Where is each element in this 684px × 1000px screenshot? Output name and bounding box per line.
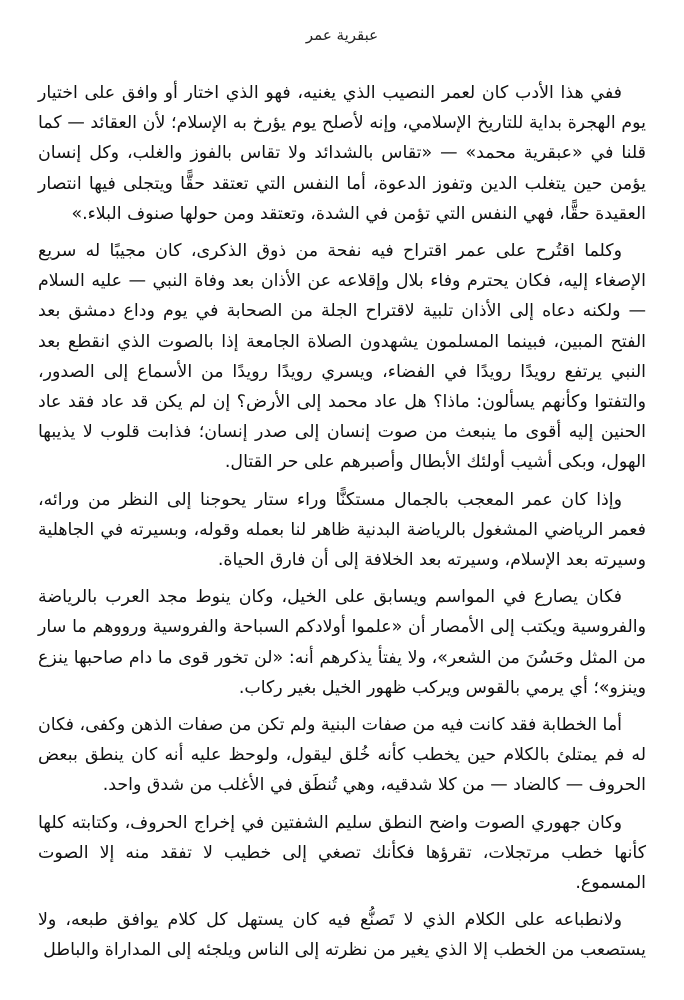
running-header-title: عبقرية عمر: [305, 26, 379, 44]
paragraph: وكلما اقتُرح على عمر اقتراح فيه نفحة من ذوق الذكرى، كان مجيبًا له سريع الإصغاء إليه، فكان يحترم وفاء بلال وإقلاعه عن الأذان بعد وفاة النبي — عليه السلام — ولكنه دعاه إلى الأذان تلبية لاقتراح الجلة من الصحابة في يوم وداع دمشق بعد الفتح المبين، فبينما المسلمون يشهدون الصلاة الجامعة إذا بالصوت الذي انقطع بعد النبي يرتفع رويدًا رويدًا في الفضاء، ويسري رويدًا رويدًا من الأسماع إلى الصدور، والتفتوا وكأنهم يسألون: ماذا؟ هل عاد محمد إلى الأرض؟ إن لم يكن قد عاد فقد عاد الحنين إليه أقوى ما ينبعث من صوت إنسان إلى صدر إنسان؛ فذابت قلوب لا يذيبها الهول، وبكى أشيب أولئك الأبطال وأصبرهم على حر القتال.: [38, 241, 646, 473]
paragraph: وإذا كان عمر المعجب بالجمال مستكنًّا وراء ستار يحوجنا إلى النظر من ورائه، فعمر الرياضي المشغول بالرياضة البدنية ظاهر لنا بعمله وقوله، وبسيرته في الجاهلية وسيرته بعد الإسلام، وسيرته بعد الخلافة إلى أن فارق الحياة.: [38, 489, 646, 571]
paragraph: ولانطباعه على الكلام الذي لا تَصنُّع فيه كان يستهل كل كلام يوافق طبعه، ولا يستصعب من الخطب إلا الذي يغير من نظرته إلى الناس ويلجئه إلى المداراة والباطل: [38, 910, 646, 961]
paragraph: فكان يصارع في المواسم ويسابق على الخيل، وكان ينوط مجد العرب بالرياضة والفروسية ويكتب إلى الأمصار أن «علموا أولادكم السباحة والفروسية ورووهم ما سار من المثل وحَسُنَ من الشعر»، ولا يفتأ يذكرهم أنه: «لن تخور قوى ما دام صاحبها ينزع وينزو»؛ أي يرمي بالقوس ويركب ظهور الخيل بغير ركاب.: [38, 587, 646, 698]
paragraph: وكان جهوري الصوت واضح النطق سليم الشفتين في إخراج الحروف، وكتابته كلها كأنها خطب مرتجلات، تقرؤها فكأنك تصغي إلى خطيب لا تفقد منه إلا الصوت المسموع.: [38, 812, 646, 894]
page-body: [38, 78, 646, 966]
paragraph: ففي هذا الأدب كان لعمر النصيب الذي يغنيه، فهو الذي اختار أو وافق على اختيار يوم الهجرة بداية للتاريخ الإسلامي، وإنه لأصلح يوم يؤرخ به الإسلام؛ لأن العقائد — كما قلنا في «عبقرية محمد» — «تقاس بالشدائد ولا تقاس بالفوز والغلب، وكل إنسان يؤمن حين يتغلب الدين وتفوز الدعوة، أما النفس التي تعتقد حقًّا ويتجلى فيها انتصار العقيدة حقًّا، فهي النفس التي تؤمن في الشدة، وتعتقد ومن حولها صنوف البلاء.»: [38, 83, 646, 224]
paragraph: أما الخطابة فقد كانت فيه من صفات البنية ولم تكن من صفات الذهن وكفى، فكان له فم يمتلئ بالكلام حين يخطب كأنه خُلق ليقول، ولوحظ عليه أنه كان ينطق ببعض الحروف — كالضاد — من كلا شدقيه، وهي تُنطَق في الأغلب من شدق واحد.: [38, 715, 646, 796]
